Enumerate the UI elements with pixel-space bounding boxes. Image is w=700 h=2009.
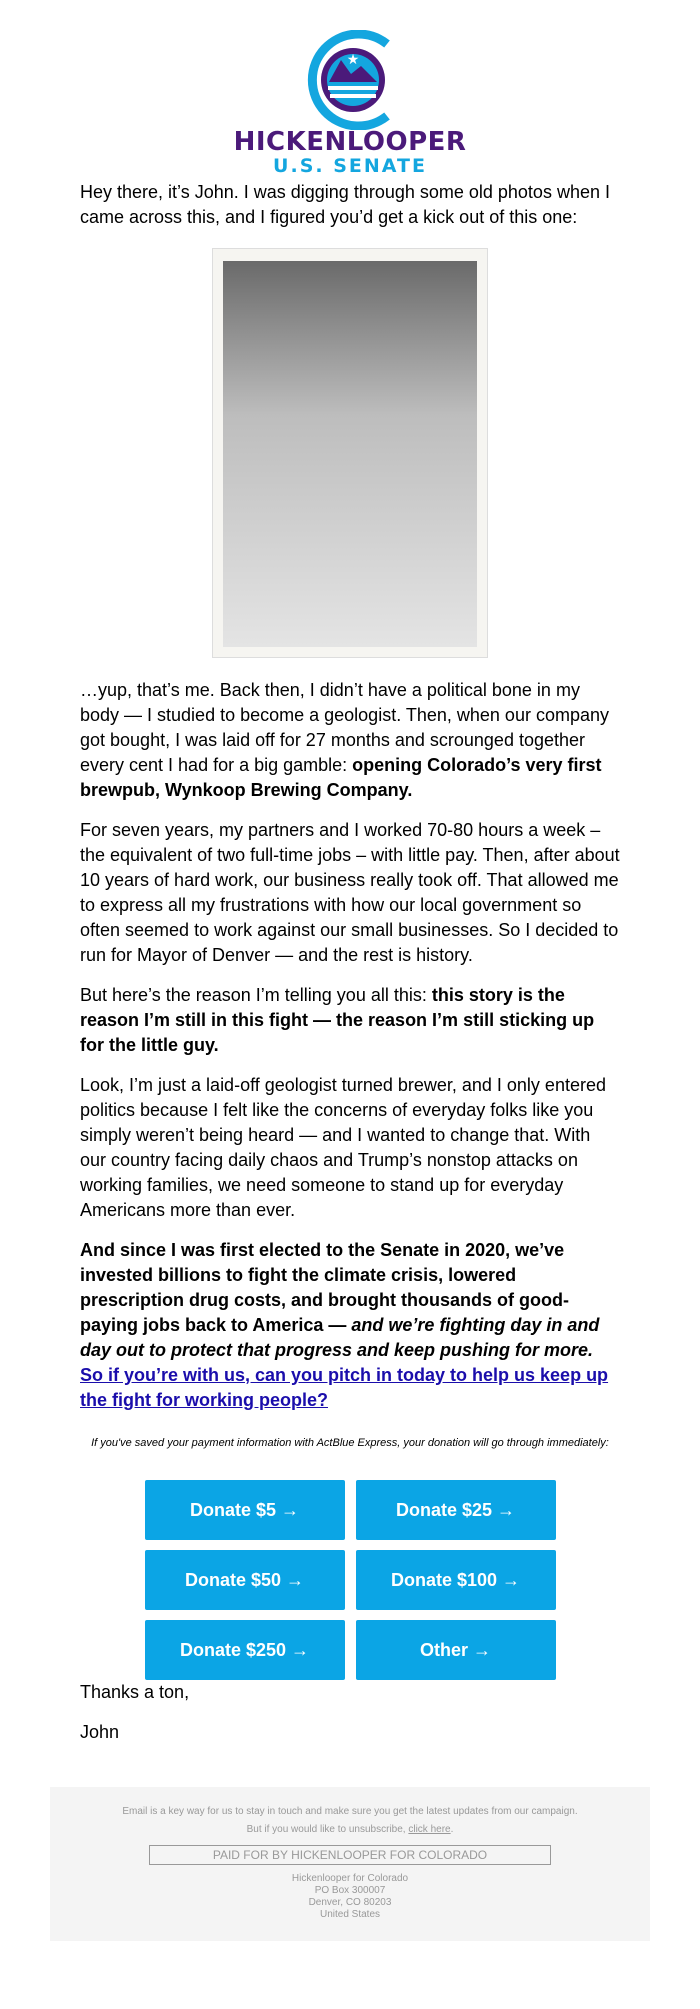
donate-buttons: [80, 1480, 620, 1680]
actblue-note: If you've saved your payment information with ActBlue Express, your donation will go through immediately:: [91, 1437, 609, 1449]
signoff: Thanks a ton,: [80, 1682, 190, 1702]
donate-5-button[interactable]: Donate $5 →: [145, 1480, 345, 1540]
paragraph-1: …yup, that’s me. Back then, I didn’t have a political bone in my body — I studied to become a geologist. Then, when our company got bought, I was laid off for 27 months and scrounged together every cent I had for a big gamble: opening Colorado’s very first brewpub, Wynkoop Brewing Company.: [80, 680, 609, 800]
footer-line-2: But if you would like to unsubscribe, click here.: [246, 1824, 454, 1835]
paragraph-2: For seven years, my partners and I worked 70-80 hours a week – the equivalent of two full-time jobs – with little pay. Then, after about 10 years of hard work, our business really took off. That allowed me to express all my frustrations with how our local government so often seemed to work against our small businesses. So I decided to run for Mayor of Denver — and the rest is history.: [80, 820, 620, 965]
unsubscribe-link[interactable]: click here: [408, 1824, 451, 1835]
donate-100-button[interactable]: Donate $100 →: [356, 1550, 556, 1610]
footer: [50, 1787, 650, 1941]
paragraph-3: But here’s the reason I’m telling you all this: this story is the reason I’m still in this fight — the reason I’m still sticking up for the little guy.: [80, 985, 595, 1055]
paragraph-5: And since I was first elected to the Senate in 2020, we’ve invested billions to fight the climate crisis, lowered prescription drug costs, and brought thousands of good-paying jobs back to America — and we’re fighting day in and day out to protect that progress and keep pushing for more. So if you’re with us, can you pitch in today to help us keep up the fight for working people?: [80, 1240, 609, 1410]
vintage-photo: [212, 248, 488, 658]
logo-subtitle: U.S. SENATE: [273, 155, 427, 177]
svg-text:★: ★: [346, 51, 360, 67]
donate-250-button[interactable]: Donate $250 →: [145, 1620, 345, 1680]
mountain-logo-icon: [295, 30, 405, 130]
mailing-address: Hickenlooper for Colorado PO Box 300007 Denver, CO 80203 United States: [291, 1873, 409, 1920]
paid-for-disclaimer: PAID FOR BY HICKENLOOPER FOR COLORADO: [149, 1845, 551, 1865]
logo-name: HICKENLOOPER: [233, 127, 467, 157]
donate-25-button[interactable]: Donate $25 →: [356, 1480, 556, 1540]
paragraph-4: Look, I’m just a laid-off geologist turned brewer, and I only entered politics because I felt like the concerns of everyday folks like you simply weren’t being heard — and I wanted to change that. With our country facing daily chaos and Trump’s nonstop attacks on working families, we need someone to stand up for everyday Americans more than ever.: [80, 1075, 606, 1220]
footer-line-1: Email is a key way for us to stay in touch and make sure you get the latest updates from our campaign.: [122, 1806, 578, 1817]
campaign-logo: [0, 0, 700, 180]
intro-paragraph: Hey there, it’s John. I was digging through some old photos when I came across this, and I figured you’d get a kick out of this one:: [80, 182, 610, 227]
donate-50-button[interactable]: Donate $50 →: [145, 1550, 345, 1610]
signature: John: [80, 1722, 120, 1742]
donate-link[interactable]: So if you’re with us, can you pitch in today to help us keep up the fight for working people?: [80, 1365, 609, 1410]
donate-other-button[interactable]: Other →: [356, 1620, 556, 1680]
